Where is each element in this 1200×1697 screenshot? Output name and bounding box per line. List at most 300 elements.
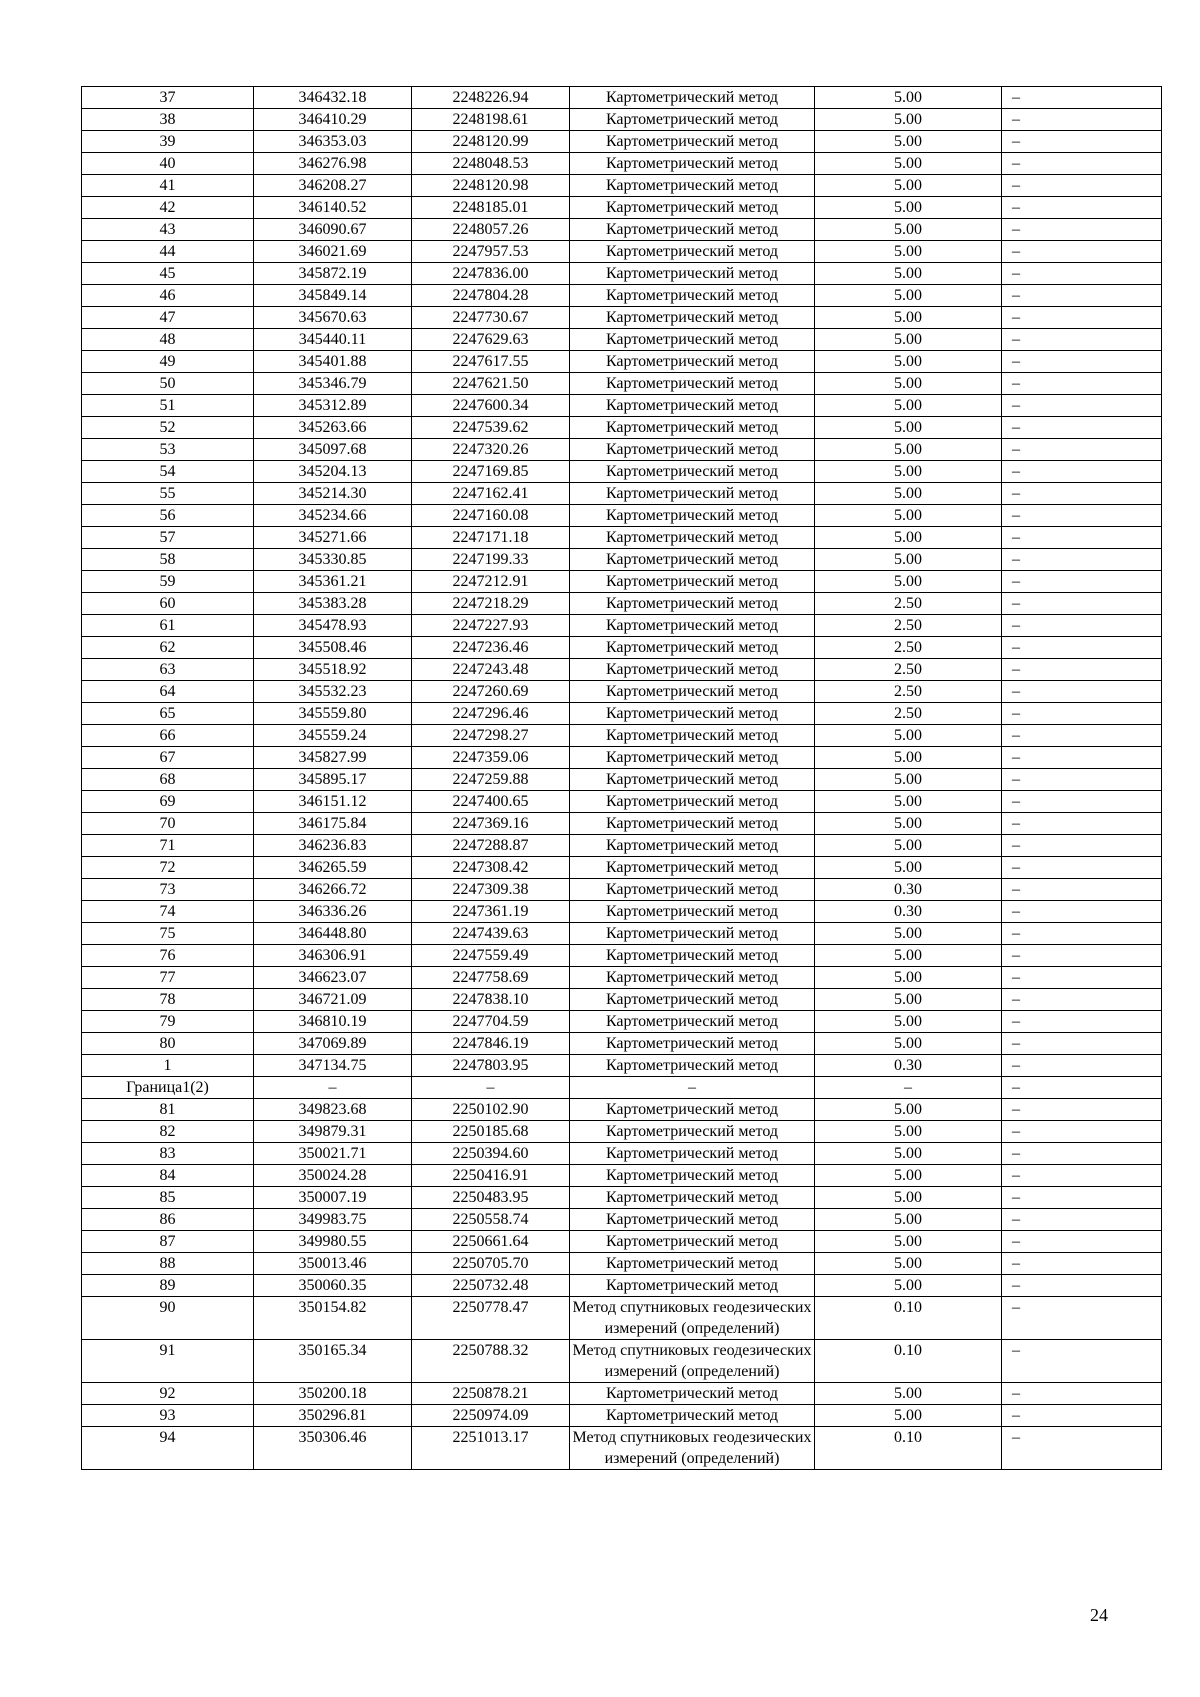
y-coordinate-cell: 2248226.94 [412,87,570,109]
x-coordinate-cell: 345508.46 [254,637,412,659]
x-coordinate-cell: 345263.66 [254,417,412,439]
table-row [82,1275,1162,1297]
x-coordinate-cell: 349980.55 [254,1231,412,1253]
y-coordinate-cell: 2247160.08 [412,505,570,527]
y-coordinate-cell: 2248120.99 [412,131,570,153]
point-number-cell: 63 [82,659,254,681]
method-cell: Картометрический метод [570,549,815,571]
point-number-cell: 71 [82,835,254,857]
accuracy-cell: 5.00 [815,197,1002,219]
point-number-cell: 90 [82,1297,254,1340]
accuracy-cell: 5.00 [815,791,1002,813]
method-cell: Картометрический метод [570,659,815,681]
x-coordinate-cell: 350024.28 [254,1165,412,1187]
accuracy-cell: 5.00 [815,989,1002,1011]
y-coordinate-cell: 2247259.88 [412,769,570,791]
point-number-cell: 84 [82,1165,254,1187]
method-cell: Картометрический метод [570,1055,815,1077]
y-coordinate-cell: 2248120.98 [412,175,570,197]
y-coordinate-cell: 2247309.38 [412,879,570,901]
point-number-cell: 37 [82,87,254,109]
x-coordinate-cell: 346336.26 [254,901,412,923]
accuracy-cell: 5.00 [815,373,1002,395]
note-cell: – [1002,483,1162,505]
y-coordinate-cell: 2247621.50 [412,373,570,395]
method-cell: Картометрический метод [570,593,815,615]
method-cell: Картометрический метод [570,1121,815,1143]
note-cell: – [1002,681,1162,703]
table-row [82,373,1162,395]
method-cell: Картометрический метод [570,791,815,813]
note-cell: – [1002,1077,1162,1099]
table-row [82,703,1162,725]
point-number-cell: 87 [82,1231,254,1253]
y-coordinate-cell: 2247804.28 [412,285,570,307]
table-row [82,1231,1162,1253]
point-number-cell: 86 [82,1209,254,1231]
y-coordinate-cell: 2247199.33 [412,549,570,571]
method-cell: Картометрический метод [570,505,815,527]
table-row [82,1187,1162,1209]
note-cell: – [1002,395,1162,417]
table-row [82,285,1162,307]
note-cell: – [1002,263,1162,285]
x-coordinate-cell: – [254,1077,412,1099]
table-row [82,967,1162,989]
note-cell: – [1002,1253,1162,1275]
x-coordinate-cell: 350200.18 [254,1383,412,1405]
accuracy-cell: 5.00 [815,87,1002,109]
y-coordinate-cell: 2247629.63 [412,329,570,351]
x-coordinate-cell: 346410.29 [254,109,412,131]
point-number-cell: 76 [82,945,254,967]
table-row [82,505,1162,527]
table-row [82,417,1162,439]
point-number-cell: 80 [82,1033,254,1055]
method-cell: Картометрический метод [570,307,815,329]
y-coordinate-cell: 2247298.27 [412,725,570,747]
method-cell: Метод спутниковых геодезических измерений (определений) [570,1340,815,1383]
x-coordinate-cell: 345532.23 [254,681,412,703]
accuracy-cell: 5.00 [815,241,1002,263]
y-coordinate-cell: 2247730.67 [412,307,570,329]
method-cell: Картометрический метод [570,373,815,395]
accuracy-cell: 5.00 [815,813,1002,835]
table-row [82,1121,1162,1143]
point-number-cell: 69 [82,791,254,813]
note-cell: – [1002,747,1162,769]
point-number-cell: 64 [82,681,254,703]
x-coordinate-cell: 349879.31 [254,1121,412,1143]
accuracy-cell: 0.10 [815,1297,1002,1340]
note-cell: – [1002,769,1162,791]
note-cell: – [1002,1055,1162,1077]
accuracy-cell: 5.00 [815,549,1002,571]
accuracy-cell: 0.10 [815,1340,1002,1383]
y-coordinate-cell: 2247758.69 [412,967,570,989]
y-coordinate-cell: 2247236.46 [412,637,570,659]
point-number-cell: 54 [82,461,254,483]
x-coordinate-cell: 346208.27 [254,175,412,197]
note-cell: – [1002,527,1162,549]
note-cell: – [1002,1275,1162,1297]
x-coordinate-cell: 345204.13 [254,461,412,483]
x-coordinate-cell: 346236.83 [254,835,412,857]
x-coordinate-cell: 350013.46 [254,1253,412,1275]
accuracy-cell: 5.00 [815,1275,1002,1297]
x-coordinate-cell: 346151.12 [254,791,412,813]
method-cell: Картометрический метод [570,637,815,659]
y-coordinate-cell: 2247359.06 [412,747,570,769]
x-coordinate-cell: 346432.18 [254,87,412,109]
note-cell: – [1002,219,1162,241]
coordinates-table [81,86,1162,1470]
method-cell: Картометрический метод [570,219,815,241]
accuracy-cell: 5.00 [815,131,1002,153]
table-row [82,945,1162,967]
method-cell: Картометрический метод [570,681,815,703]
note-cell: – [1002,1121,1162,1143]
accuracy-cell: 2.50 [815,593,1002,615]
method-cell: Картометрический метод [570,835,815,857]
point-number-cell: 92 [82,1383,254,1405]
point-number-cell: 41 [82,175,254,197]
method-cell: Картометрический метод [570,1275,815,1297]
table-row [82,1165,1162,1187]
y-coordinate-cell: 2247171.18 [412,527,570,549]
x-coordinate-cell: 345478.93 [254,615,412,637]
accuracy-cell: 5.00 [815,967,1002,989]
point-number-cell: 47 [82,307,254,329]
accuracy-cell: 5.00 [815,1011,1002,1033]
note-cell: – [1002,1033,1162,1055]
accuracy-cell: 5.00 [815,725,1002,747]
method-cell: Картометрический метод [570,1209,815,1231]
x-coordinate-cell: 346276.98 [254,153,412,175]
accuracy-cell: 5.00 [815,1121,1002,1143]
point-number-cell: 51 [82,395,254,417]
method-cell: Картометрический метод [570,813,815,835]
accuracy-cell: 5.00 [815,505,1002,527]
method-cell: Метод спутниковых геодезических измерений (определений) [570,1427,815,1470]
point-number-cell: 58 [82,549,254,571]
x-coordinate-cell: 350060.35 [254,1275,412,1297]
table-row [82,329,1162,351]
note-cell: – [1002,373,1162,395]
note-cell: – [1002,197,1162,219]
table-row [82,791,1162,813]
table-row [82,109,1162,131]
method-cell: Картометрический метод [570,879,815,901]
point-number-cell: 67 [82,747,254,769]
table-row [82,879,1162,901]
x-coordinate-cell: 346175.84 [254,813,412,835]
x-coordinate-cell: 345518.92 [254,659,412,681]
x-coordinate-cell: 345234.66 [254,505,412,527]
x-coordinate-cell: 350165.34 [254,1340,412,1383]
accuracy-cell: 5.00 [815,1033,1002,1055]
method-cell: – [570,1077,815,1099]
method-cell: Картометрический метод [570,769,815,791]
x-coordinate-cell: 345346.79 [254,373,412,395]
note-cell: – [1002,1187,1162,1209]
method-cell: Картометрический метод [570,703,815,725]
point-number-cell: 91 [82,1340,254,1383]
note-cell: – [1002,615,1162,637]
point-number-cell: 44 [82,241,254,263]
note-cell: – [1002,593,1162,615]
x-coordinate-cell: 345559.80 [254,703,412,725]
accuracy-cell: 5.00 [815,1253,1002,1275]
x-coordinate-cell: 346353.03 [254,131,412,153]
y-coordinate-cell: 2250661.64 [412,1231,570,1253]
y-coordinate-cell: 2248198.61 [412,109,570,131]
note-cell: – [1002,571,1162,593]
x-coordinate-cell: 347069.89 [254,1033,412,1055]
point-number-cell: 40 [82,153,254,175]
y-coordinate-cell: 2247704.59 [412,1011,570,1033]
accuracy-cell: 5.00 [815,219,1002,241]
accuracy-cell: 5.00 [815,461,1002,483]
y-coordinate-cell: 2247243.48 [412,659,570,681]
note-cell: – [1002,791,1162,813]
table-row [82,1077,1162,1099]
accuracy-cell: 2.50 [815,659,1002,681]
method-cell: Картометрический метод [570,241,815,263]
accuracy-cell: 5.00 [815,307,1002,329]
y-coordinate-cell: 2247400.65 [412,791,570,813]
table-row [82,813,1162,835]
note-cell: – [1002,505,1162,527]
note-cell: – [1002,1143,1162,1165]
table-row [82,1405,1162,1427]
note-cell: – [1002,1405,1162,1427]
note-cell: – [1002,857,1162,879]
x-coordinate-cell: 345827.99 [254,747,412,769]
accuracy-cell: 5.00 [815,1209,1002,1231]
x-coordinate-cell: 346306.91 [254,945,412,967]
y-coordinate-cell: 2247846.19 [412,1033,570,1055]
y-coordinate-cell: 2247617.55 [412,351,570,373]
table-row [82,241,1162,263]
table-row [82,395,1162,417]
y-coordinate-cell: 2250788.32 [412,1340,570,1383]
method-cell: Картометрический метод [570,571,815,593]
table-row [82,923,1162,945]
accuracy-cell: 5.00 [815,439,1002,461]
x-coordinate-cell: 345401.88 [254,351,412,373]
point-number-cell: 49 [82,351,254,373]
y-coordinate-cell: 2247308.42 [412,857,570,879]
x-coordinate-cell: 350306.46 [254,1427,412,1470]
x-coordinate-cell: 345097.68 [254,439,412,461]
x-coordinate-cell: 345330.85 [254,549,412,571]
accuracy-cell: 2.50 [815,637,1002,659]
table-body [82,87,1162,1470]
table-row [82,1427,1162,1470]
method-cell: Картометрический метод [570,417,815,439]
point-number-cell: 55 [82,483,254,505]
y-coordinate-cell: – [412,1077,570,1099]
point-number-cell: 62 [82,637,254,659]
accuracy-cell: 5.00 [815,769,1002,791]
accuracy-cell: 5.00 [815,153,1002,175]
point-number-cell: 89 [82,1275,254,1297]
method-cell: Картометрический метод [570,747,815,769]
accuracy-cell: 5.00 [815,747,1002,769]
y-coordinate-cell: 2247288.87 [412,835,570,857]
point-number-cell: 83 [82,1143,254,1165]
method-cell: Картометрический метод [570,901,815,923]
y-coordinate-cell: 2247838.10 [412,989,570,1011]
accuracy-cell: 5.00 [815,571,1002,593]
y-coordinate-cell: 2247836.00 [412,263,570,285]
page-number: 24 [1090,1605,1108,1625]
x-coordinate-cell: 346090.67 [254,219,412,241]
table-row [82,1099,1162,1121]
method-cell: Картометрический метод [570,175,815,197]
y-coordinate-cell: 2250778.47 [412,1297,570,1340]
accuracy-cell: 5.00 [815,527,1002,549]
table-row [82,659,1162,681]
note-cell: – [1002,1340,1162,1383]
accuracy-cell: 5.00 [815,1231,1002,1253]
y-coordinate-cell: 2250705.70 [412,1253,570,1275]
point-number-cell: 93 [82,1405,254,1427]
table-row [82,1340,1162,1383]
note-cell: – [1002,439,1162,461]
y-coordinate-cell: 2247361.19 [412,901,570,923]
table-row [82,1011,1162,1033]
point-number-cell: 78 [82,989,254,1011]
y-coordinate-cell: 2250416.91 [412,1165,570,1187]
point-number-cell: 52 [82,417,254,439]
accuracy-cell: 5.00 [815,175,1002,197]
x-coordinate-cell: 345214.30 [254,483,412,505]
x-coordinate-cell: 345271.66 [254,527,412,549]
point-number-cell: 46 [82,285,254,307]
table-row [82,131,1162,153]
point-number-cell: 85 [82,1187,254,1209]
note-cell: – [1002,637,1162,659]
note-cell: – [1002,1011,1162,1033]
note-cell: – [1002,1209,1162,1231]
method-cell: Картометрический метод [570,527,815,549]
method-cell: Картометрический метод [570,923,815,945]
note-cell: – [1002,351,1162,373]
y-coordinate-cell: 2248185.01 [412,197,570,219]
point-number-cell: Граница1(2) [82,1077,254,1099]
point-number-cell: 43 [82,219,254,241]
x-coordinate-cell: 345670.63 [254,307,412,329]
method-cell: Картометрический метод [570,1383,815,1405]
table-row [82,571,1162,593]
method-cell: Картометрический метод [570,197,815,219]
table-row [82,307,1162,329]
table-row [82,1033,1162,1055]
method-cell: Картометрический метод [570,153,815,175]
method-cell: Картометрический метод [570,109,815,131]
table-row [82,637,1162,659]
x-coordinate-cell: 350154.82 [254,1297,412,1340]
accuracy-cell: 5.00 [815,1143,1002,1165]
accuracy-cell: 2.50 [815,615,1002,637]
point-number-cell: 77 [82,967,254,989]
x-coordinate-cell: 345895.17 [254,769,412,791]
point-number-cell: 72 [82,857,254,879]
x-coordinate-cell: 346140.52 [254,197,412,219]
y-coordinate-cell: 2250878.21 [412,1383,570,1405]
x-coordinate-cell: 346265.59 [254,857,412,879]
note-cell: – [1002,659,1162,681]
accuracy-cell: 5.00 [815,1187,1002,1209]
x-coordinate-cell: 349983.75 [254,1209,412,1231]
point-number-cell: 66 [82,725,254,747]
method-cell: Картометрический метод [570,967,815,989]
table-row [82,725,1162,747]
x-coordinate-cell: 347134.75 [254,1055,412,1077]
note-cell: – [1002,329,1162,351]
point-number-cell: 38 [82,109,254,131]
table-row [82,175,1162,197]
y-coordinate-cell: 2248048.53 [412,153,570,175]
table-row [82,219,1162,241]
x-coordinate-cell: 345559.24 [254,725,412,747]
point-number-cell: 73 [82,879,254,901]
note-cell: – [1002,923,1162,945]
table-row [82,989,1162,1011]
point-number-cell: 70 [82,813,254,835]
note-cell: – [1002,285,1162,307]
method-cell: Картометрический метод [570,1099,815,1121]
x-coordinate-cell: 345440.11 [254,329,412,351]
table-row [82,615,1162,637]
x-coordinate-cell: 349823.68 [254,1099,412,1121]
note-cell: – [1002,901,1162,923]
note-cell: – [1002,967,1162,989]
method-cell: Картометрический метод [570,1253,815,1275]
accuracy-cell: 0.30 [815,901,1002,923]
accuracy-cell: 5.00 [815,483,1002,505]
point-number-cell: 61 [82,615,254,637]
table-row [82,857,1162,879]
method-cell: Картометрический метод [570,439,815,461]
method-cell: Картометрический метод [570,285,815,307]
method-cell: Картометрический метод [570,351,815,373]
table-row [82,1209,1162,1231]
method-cell: Картометрический метод [570,945,815,967]
point-number-cell: 81 [82,1099,254,1121]
table-row [82,747,1162,769]
table-row [82,483,1162,505]
method-cell: Картометрический метод [570,329,815,351]
y-coordinate-cell: 2247296.46 [412,703,570,725]
y-coordinate-cell: 2247260.69 [412,681,570,703]
y-coordinate-cell: 2247559.49 [412,945,570,967]
table-row [82,835,1162,857]
point-number-cell: 68 [82,769,254,791]
table-row [82,681,1162,703]
method-cell: Картометрический метод [570,857,815,879]
note-cell: – [1002,109,1162,131]
accuracy-cell: 5.00 [815,109,1002,131]
accuracy-cell: 5.00 [815,395,1002,417]
note-cell: – [1002,241,1162,263]
y-coordinate-cell: 2248057.26 [412,219,570,241]
point-number-cell: 88 [82,1253,254,1275]
point-number-cell: 50 [82,373,254,395]
accuracy-cell: 5.00 [815,1099,1002,1121]
